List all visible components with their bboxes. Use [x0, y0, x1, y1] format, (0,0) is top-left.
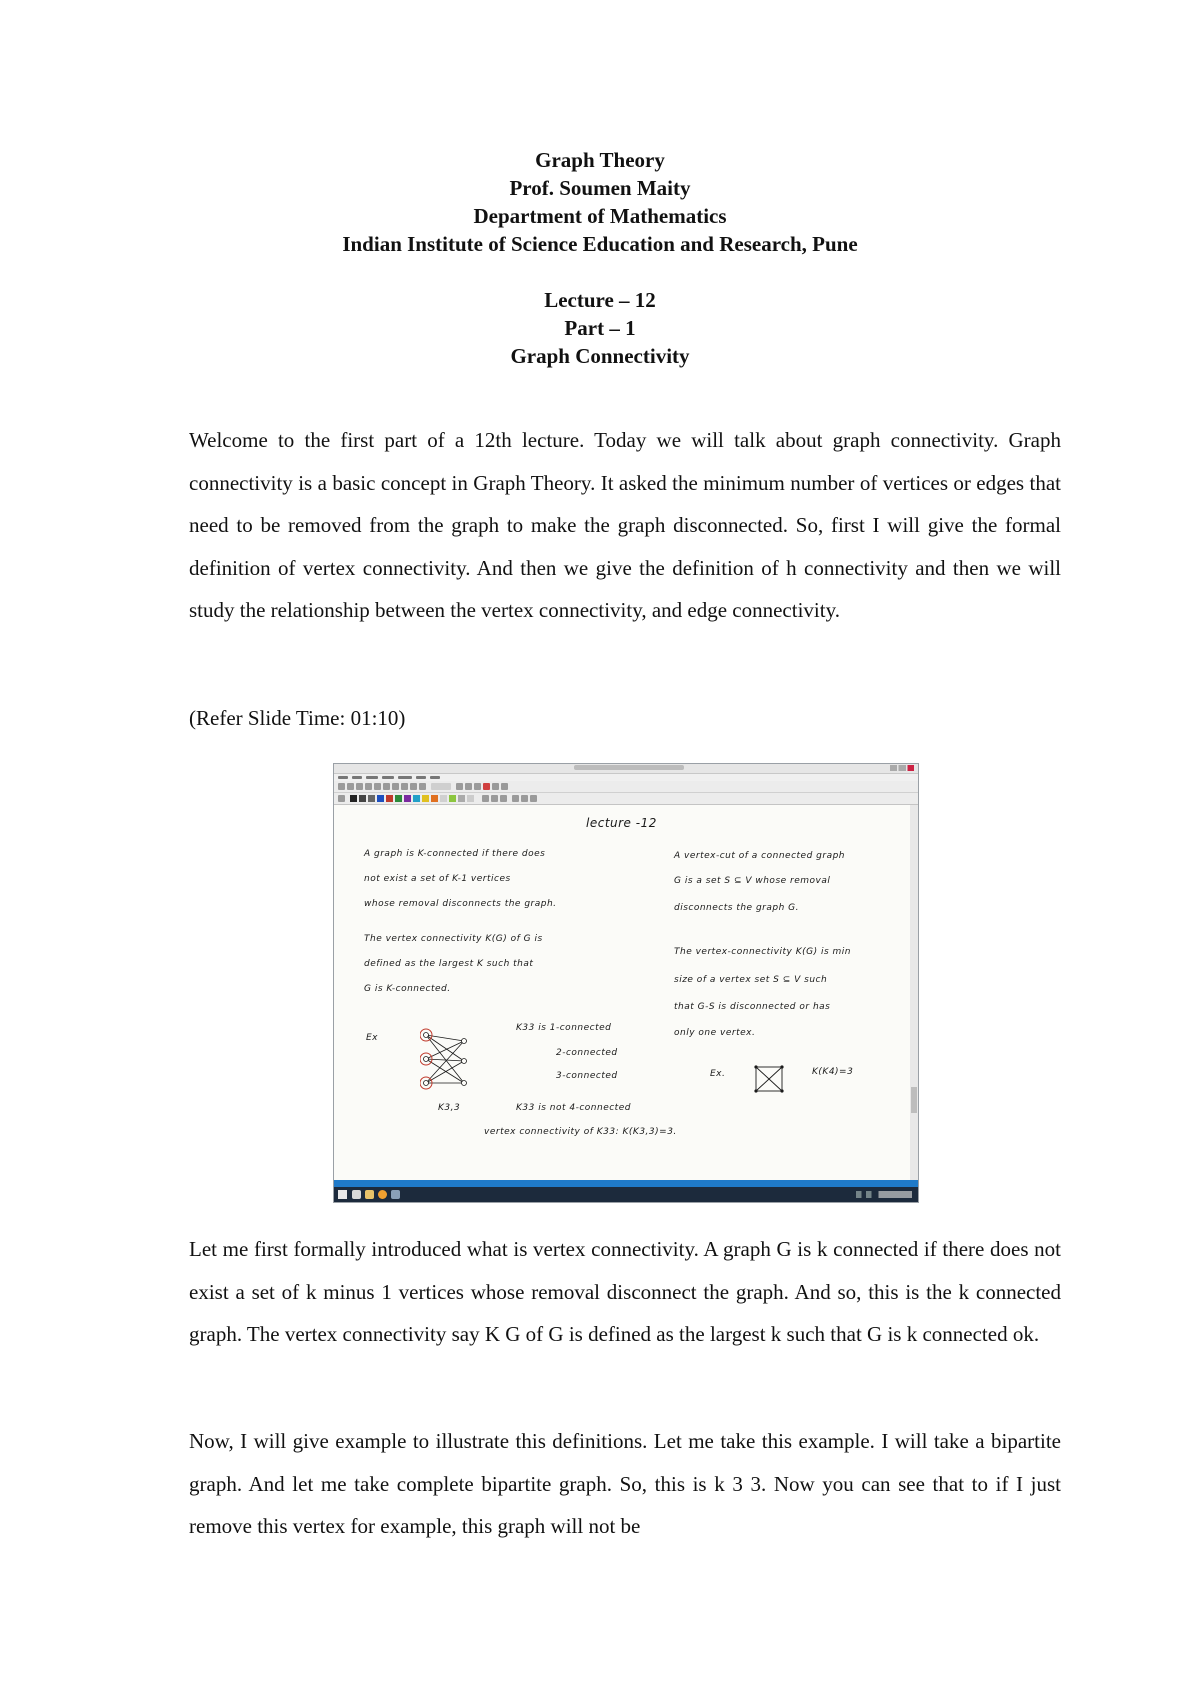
- slide-right-line: only one vertex.: [674, 1028, 756, 1038]
- paragraph-intro: Welcome to the first part of a 12th lecture. Today we will talk about graph connectivity. Graph connectivity is a basic concept in Graph Theory. It asked the minimum number of vertices or edges that need to be removed from the graph to make the graph disconnected. So, first I will give the formal definition of vertex connectivity. And then we give the definition of h connectivity and then we will study the relationship between the vertex connectivity, and edge connectivity.: [189, 428, 1061, 622]
- k33-note: K33 is 1-connected: [516, 1023, 612, 1033]
- slide-left-line: defined as the largest K such that: [364, 959, 534, 969]
- lecture-number: Lecture – 12: [544, 288, 656, 312]
- slide-taskbar: [334, 1187, 918, 1202]
- slide-right-line: G is a set S ⊆ V whose removal: [674, 876, 831, 886]
- lecture-block: [0, 286, 1200, 370]
- k33-note: K33 is not 4-connected: [516, 1103, 631, 1113]
- k4-result: K(K4)=3: [812, 1067, 854, 1077]
- department-name: Department of Mathematics: [473, 204, 727, 228]
- folder-icon: [365, 1190, 374, 1199]
- paragraph-example: Now, I will give example to illustrate this definitions. Let me take this example. I will take a bipartite graph. And let me take complete bipartite graph. So, this is k 3 3. Now you can see that to if I just remove this vertex for example, this graph will not be: [189, 1429, 1061, 1538]
- lecture-topic: Graph Connectivity: [510, 344, 690, 368]
- slide-left-line: not exist a set of K-1 vertices: [364, 874, 511, 884]
- course-title: Graph Theory: [535, 148, 665, 172]
- slide-example-label: Ex: [366, 1033, 379, 1043]
- slide-example2-label: Ex.: [710, 1069, 726, 1079]
- k33-graph-drawing: [420, 1027, 480, 1099]
- slide-left-line: A graph is K-connected if there does: [364, 849, 546, 859]
- browser-icon: [378, 1190, 387, 1199]
- slide-right-line: The vertex-connectivity K(G) is min: [674, 947, 852, 957]
- windows-start-icon: [338, 1190, 347, 1199]
- system-tray: [856, 1191, 912, 1198]
- taskbar-app-icon: [391, 1190, 400, 1199]
- slide-canvas: [334, 805, 910, 1180]
- slide-left-line: G is K-connected.: [364, 984, 451, 994]
- k33-note: 2-connected: [556, 1048, 618, 1058]
- slide-scrollbar: [910, 805, 918, 1180]
- slide-screenshot: [333, 763, 919, 1203]
- slide-right-line: disconnects the graph G.: [674, 903, 800, 913]
- slide-right-line: size of a vertex set S ⊆ V such: [674, 975, 828, 985]
- institute-name: Indian Institute of Science Education and Research, Pune: [342, 232, 858, 256]
- lecture-part: Part – 1: [564, 316, 636, 340]
- slide-right-line: A vertex-cut of a connected graph: [674, 851, 846, 861]
- k33-label: K3,3: [438, 1103, 461, 1113]
- slide-heading: lecture -12: [586, 816, 657, 830]
- slide-menubar: [334, 774, 918, 781]
- slide-window-title: [574, 765, 684, 770]
- k33-note: vertex connectivity of K33: K(K3,3)=3.: [484, 1127, 677, 1137]
- taskbar-app-icon: [352, 1190, 361, 1199]
- slide-right-line: that G-S is disconnected or has: [674, 1002, 831, 1012]
- slide-color-palette: [334, 793, 918, 805]
- slide-left-line: whose removal disconnects the graph.: [364, 899, 557, 909]
- professor-name: Prof. Soumen Maity: [509, 176, 691, 200]
- title-block: [0, 146, 1200, 258]
- slide-left-line: The vertex connectivity K(G) of G is: [364, 934, 543, 944]
- paragraph-definition: Let me first formally introduced what is vertex connectivity. A graph G is k connected if there does not exist a set of k minus 1 vertices whose removal disconnect the graph. And so, this is the k connected graph. The vertex connectivity say K G of G is defined as the largest k such that G is k connected ok.: [189, 1237, 1061, 1346]
- slide-toolbar: [334, 781, 918, 793]
- slide-titlebar: [334, 764, 918, 774]
- slide-blue-bar: [334, 1180, 918, 1187]
- refer-slide-time: (Refer Slide Time: 01:10): [189, 706, 406, 730]
- k33-note: 3-connected: [556, 1071, 618, 1081]
- window-controls-icon: [890, 765, 914, 771]
- k4-graph-drawing: [752, 1063, 788, 1097]
